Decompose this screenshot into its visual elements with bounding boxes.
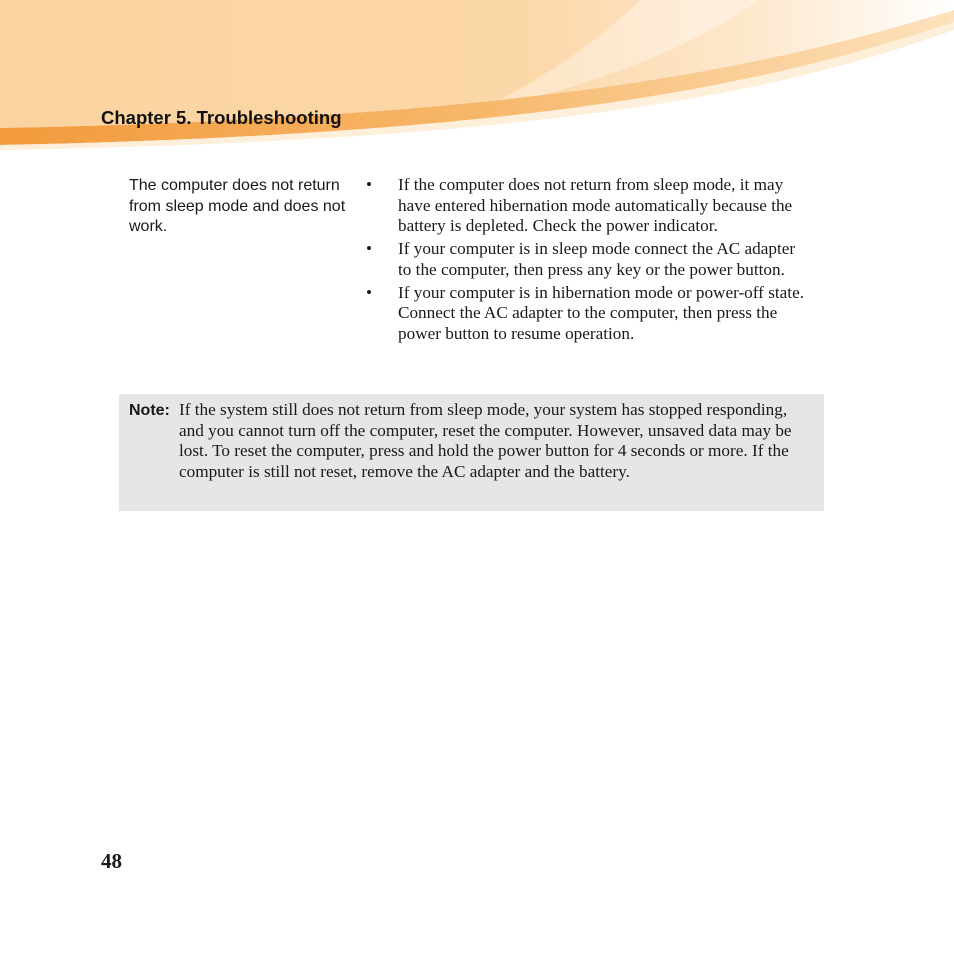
list-item bbox=[366, 239, 811, 280]
page-number: 48 bbox=[101, 849, 122, 873]
bullet-icon: • bbox=[366, 175, 373, 194]
list-item bbox=[366, 283, 811, 345]
note-label: Note: bbox=[129, 402, 170, 419]
problem-description: The computer does not return from sleep mode and does not work. bbox=[129, 177, 346, 235]
solution-text: If the computer does not return from sleep mode, it may have entered hibernation mode automatically because the battery is depleted. Check the power indicator. bbox=[398, 175, 793, 236]
note-box bbox=[119, 394, 824, 511]
solution-text: If your computer is in sleep mode connect the AC adapter to the computer, then press any key or the power button. bbox=[398, 239, 796, 279]
list-item bbox=[366, 175, 811, 237]
bullet-icon: • bbox=[366, 239, 373, 259]
solution-list bbox=[366, 175, 811, 347]
note-text: If the system still does not return from sleep mode, your system has stopped responding, and you cannot turn off the computer, reset the computer. However, unsaved data may be lost. To reset the computer, press and hold the power button for 4 seconds or more. If the computer is still not reset, remove the AC adapter and the battery. bbox=[179, 400, 792, 481]
chapter-title: Chapter 5. Troubleshooting bbox=[101, 107, 342, 128]
solution-text: If your computer is in hibernation mode or power-off state. Connect the AC adapter to the computer, then press the power button to resume operation. bbox=[398, 282, 804, 343]
bullet-icon: • bbox=[366, 282, 373, 302]
